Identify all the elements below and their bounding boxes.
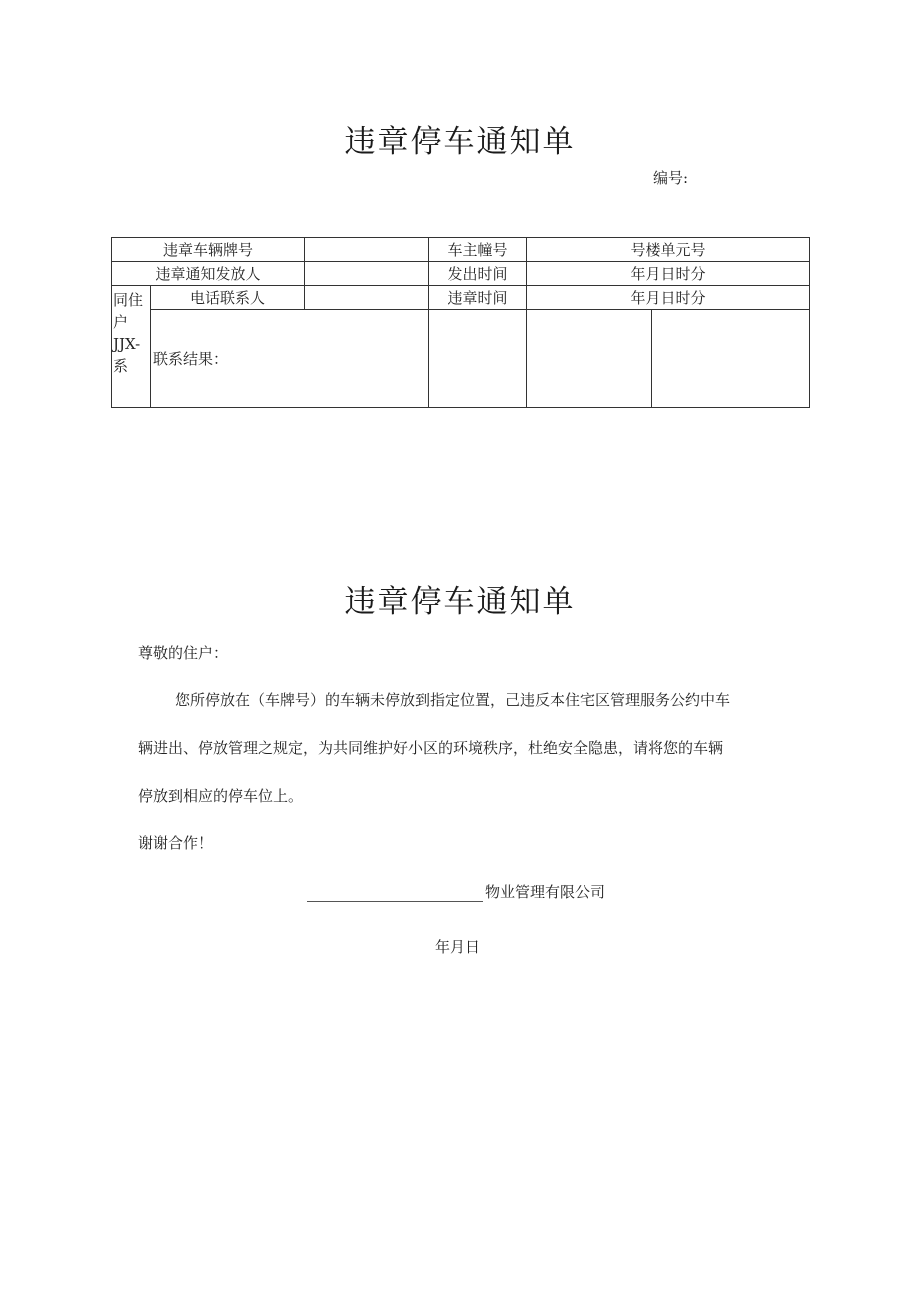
table-row-plate — [112, 238, 810, 262]
issue-time-value: 年月日时分 — [527, 262, 810, 286]
plate-label: 违章车辆牌号 — [112, 238, 305, 262]
side-label-line-2: 户 — [113, 313, 129, 331]
table-row-contact-result — [112, 310, 810, 408]
contact-result-label: 联系结果： — [151, 310, 429, 408]
side-label-line-1: 同住 — [113, 291, 144, 309]
phone-contact-label: 电话联系人 — [151, 286, 305, 310]
phone-contact-value-field[interactable] — [305, 286, 429, 310]
form-title-top: 违章停车通知单 — [344, 124, 576, 160]
body-line-2: 辆进出、停放管理之规定，为共同维护好小区的环境秩序，杜绝安全隐患，请将您的车辆 — [138, 739, 724, 757]
violation-time-label: 违章时间 — [429, 286, 527, 310]
body-line-1: 您所停放在（车牌号）的车辆未停放到指定位置，己违反本住宅区管理服务公约中车 — [175, 691, 731, 709]
table-row-issuer — [112, 262, 810, 286]
owner-building-label: 车主幢号 — [429, 238, 527, 262]
side-label-line-3: JJX- — [113, 335, 141, 353]
contact-result-cell-1[interactable] — [429, 310, 527, 408]
side-label-cell — [112, 286, 151, 408]
issue-time-label: 发出时间 — [429, 262, 527, 286]
company-suffix: 物业管理有限公司 — [485, 883, 606, 901]
plate-value-field[interactable] — [305, 238, 429, 262]
contact-result-cell-3[interactable] — [652, 310, 810, 408]
violation-record-table — [111, 237, 810, 408]
table-row-phone — [112, 286, 810, 310]
company-name-blank[interactable] — [307, 886, 483, 902]
issuer-label: 违章通知发放人 — [112, 262, 305, 286]
issuer-value-field[interactable] — [305, 262, 429, 286]
form-title-bottom: 违章停车通知单 — [344, 584, 576, 620]
signature-line — [307, 881, 605, 902]
violation-time-value: 年月日时分 — [527, 286, 810, 310]
date-text: 年月日 — [435, 938, 481, 956]
thanks-text: 谢谢合作！ — [138, 834, 214, 852]
contact-result-cell-2[interactable] — [527, 310, 652, 408]
building-unit-value: 号楼单元号 — [527, 238, 810, 262]
greeting: 尊敬的住户： — [138, 644, 229, 662]
side-label-line-4: 系 — [113, 357, 129, 375]
body-line-3: 停放到相应的停车位上。 — [138, 787, 304, 805]
serial-number-label: 编号: — [653, 169, 689, 187]
